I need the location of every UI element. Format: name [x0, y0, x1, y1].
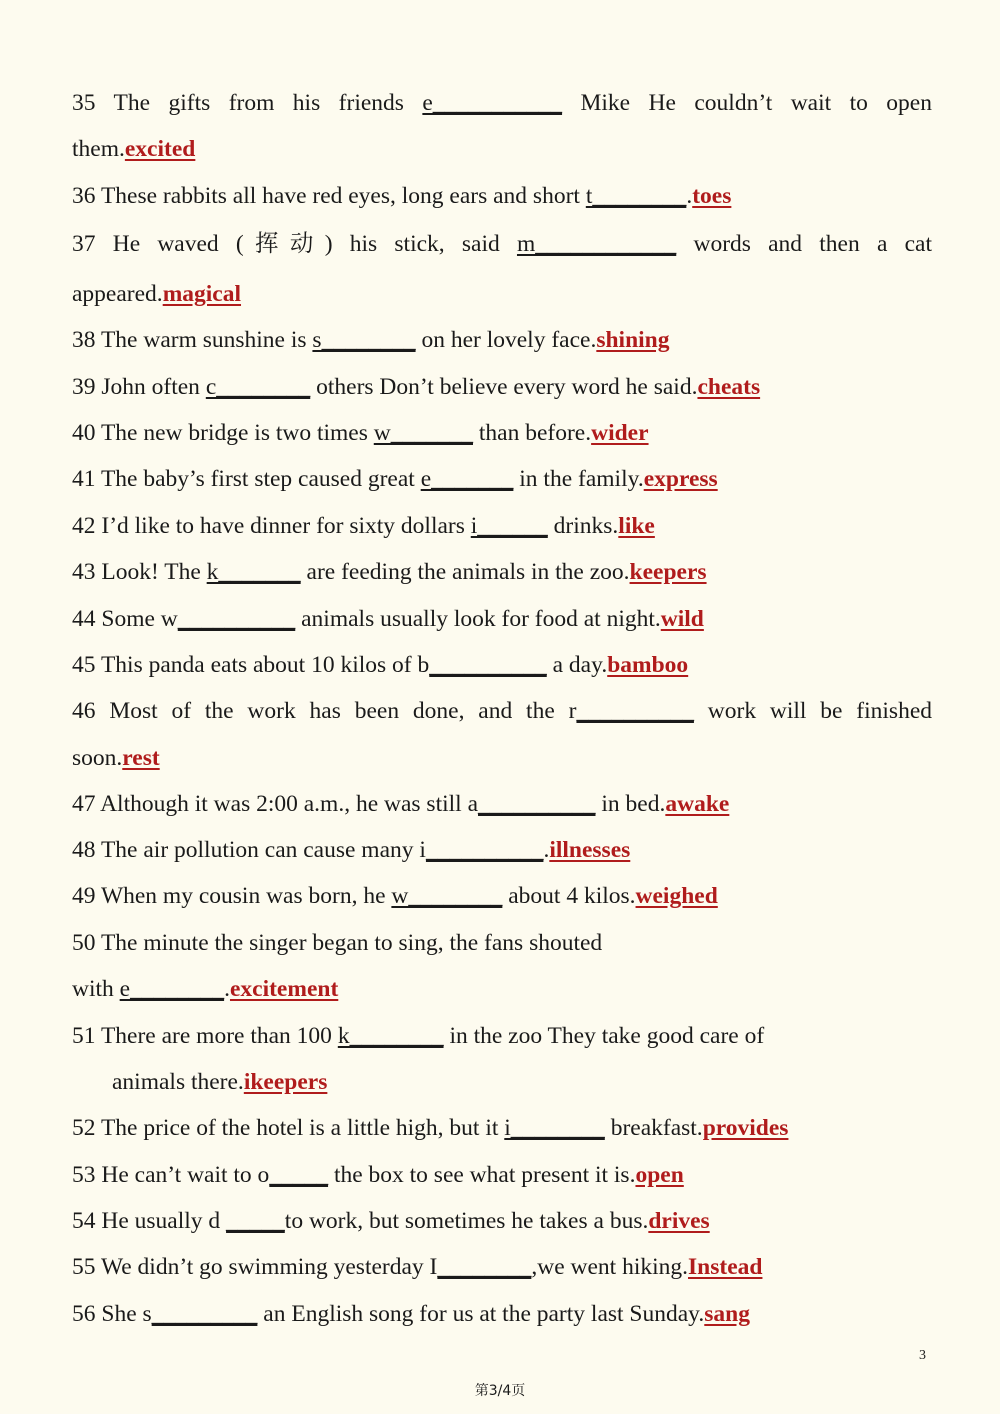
- answer-blank: e________: [119, 976, 225, 1002]
- answer-key: shining: [596, 327, 670, 353]
- question-text: appeared.: [72, 281, 163, 307]
- question-text-after-blank: about 4 kilos.: [502, 883, 636, 909]
- exercise-line: [72, 650, 932, 680]
- page-number: 3: [919, 1348, 926, 1363]
- exercise-line: [72, 372, 932, 402]
- answer-blank: _____: [269, 1162, 329, 1188]
- exercise-line: [72, 1206, 932, 1236]
- answer-key: illnesses: [549, 837, 631, 863]
- exercise-line: [72, 696, 932, 726]
- question-text: 47 Although it was 2:00 a.m., he was still a: [72, 791, 478, 817]
- answer-key: rest: [122, 745, 160, 771]
- answer-key: bamboo: [607, 652, 689, 678]
- exercise-line: [72, 557, 932, 587]
- question-text: 54 He usually d: [72, 1208, 227, 1234]
- exercise-line: [72, 789, 932, 819]
- question-text: 43 Look! The: [72, 559, 207, 585]
- question-text-after-blank: in the zoo They take good care of: [443, 1023, 765, 1049]
- question-text-after-blank: work will be finished: [693, 698, 933, 724]
- exercise-line: [72, 604, 932, 634]
- question-text: 38 The warm sunshine is: [72, 327, 313, 353]
- answer-key: like: [618, 513, 655, 539]
- page-footer: 第3/4页: [474, 1383, 526, 1399]
- answer-blank: ________: [437, 1254, 532, 1280]
- answer-blank: c________: [205, 374, 311, 400]
- exercise-line: [72, 743, 932, 773]
- exercise-line: [72, 181, 932, 211]
- answer-blank: __________: [576, 698, 694, 724]
- question-text-after-blank: .: [686, 183, 693, 209]
- answer-key: magical: [162, 281, 242, 307]
- question-text-after-blank: than before.: [473, 420, 592, 446]
- answer-blank: e___________: [422, 90, 563, 116]
- answer-blank: __________: [425, 837, 544, 863]
- question-text-after-blank: animals usually look for food at night.: [295, 606, 661, 632]
- question-text: 36 These rabbits all have red eyes, long ears and short: [72, 183, 586, 209]
- question-text-after-blank: to work, but sometimes he takes a bus.: [284, 1208, 649, 1234]
- exercise-line: [72, 974, 932, 1004]
- question-text-after-blank: .: [224, 976, 230, 1002]
- answer-blank: t________: [585, 183, 687, 209]
- answer-key: excited: [124, 136, 196, 162]
- question-text-after-blank: the box to see what present it is.: [328, 1162, 636, 1188]
- answer-blank: __________: [429, 652, 547, 678]
- question-text-after-blank: words and then a cat: [676, 231, 932, 257]
- exercise-line: [112, 1067, 972, 1097]
- question-text: 52 The price of the hotel is a little high, but it: [72, 1115, 505, 1141]
- question-text-after-blank: breakfast.: [604, 1115, 703, 1141]
- exercise-line: [72, 1299, 932, 1329]
- question-text: with: [72, 976, 120, 1002]
- question-text: 42 I’d like to have dinner for sixty dollars: [72, 513, 471, 539]
- question-text: soon.: [72, 745, 123, 771]
- question-text-after-blank: others Don’t believe every word he said.: [310, 374, 698, 400]
- answer-blank: m____________: [516, 231, 677, 257]
- question-text: 40 The new bridge is two times: [72, 420, 374, 446]
- question-text-after-blank: drinks.: [547, 513, 619, 539]
- answer-blank: k________: [337, 1023, 444, 1049]
- answer-blank: i________: [504, 1115, 605, 1141]
- exercise-line: [72, 134, 932, 164]
- answer-key: wild: [660, 606, 704, 632]
- exercise-line: [72, 835, 932, 865]
- question-text: 51 There are more than 100: [72, 1023, 338, 1049]
- question-text: 49 When my cousin was born, he: [72, 883, 392, 909]
- exercise-line: [72, 325, 932, 355]
- exercise-line: [72, 1113, 932, 1143]
- question-text: animals there.: [112, 1069, 244, 1095]
- answer-key: Instead: [688, 1254, 763, 1280]
- exercise-line: [72, 881, 932, 911]
- answer-key: ikeepers: [243, 1069, 328, 1095]
- answer-key: wider: [591, 420, 649, 446]
- question-text-after-blank: Mike He couldn’t wait to open: [562, 90, 932, 116]
- question-text: 35 The gifts from his friends: [72, 90, 423, 116]
- question-text-after-blank: in the family.: [513, 466, 644, 492]
- exercise-line: [72, 1021, 932, 1051]
- answer-blank: _________: [151, 1301, 258, 1327]
- answer-blank: s________: [312, 327, 416, 353]
- answer-blank: __________: [478, 791, 596, 817]
- question-text: 48 The air pollution can cause many i: [72, 837, 426, 863]
- answer-blank: __________: [177, 606, 296, 632]
- question-text: 55 We didn’t go swimming yesterday I: [72, 1254, 438, 1280]
- answer-blank: e_______: [420, 466, 514, 492]
- answer-blank: w_______: [373, 420, 473, 446]
- exercise-line: [72, 279, 932, 309]
- exercise-line: [72, 229, 932, 259]
- question-text: 45 This panda eats about 10 kilos of b: [72, 652, 430, 678]
- question-text: 53 He can’t wait to o: [72, 1162, 270, 1188]
- question-text: 37 He waved (挥动) his stick, said: [72, 231, 517, 257]
- answer-blank: k_______: [206, 559, 301, 585]
- question-text-after-blank: ,we went hiking.: [531, 1254, 689, 1280]
- exercise-line: [72, 464, 932, 494]
- answer-key: provides: [702, 1115, 789, 1141]
- exercise-line: [72, 928, 932, 958]
- answer-blank: i______: [470, 513, 548, 539]
- answer-key: express: [643, 466, 718, 492]
- answer-key: drives: [648, 1208, 710, 1234]
- answer-key: sang: [704, 1301, 750, 1327]
- answer-key: keepers: [629, 559, 707, 585]
- exercise-line: [72, 511, 932, 541]
- question-text: 41 The baby’s first step caused great: [72, 466, 421, 492]
- question-text-after-blank: on her lovely face.: [415, 327, 597, 353]
- exercise-line: [72, 418, 932, 448]
- question-text-after-blank: .: [543, 837, 550, 863]
- exercise-line: [72, 88, 932, 118]
- question-text-after-blank: are feeding the animals in the zoo.: [300, 559, 630, 585]
- question-text: 39 John often: [72, 374, 206, 400]
- answer-key: toes: [692, 183, 732, 209]
- answer-key: open: [635, 1162, 684, 1188]
- question-text: 56 She s: [72, 1301, 152, 1327]
- answer-key: weighed: [635, 883, 718, 909]
- question-text-after-blank: a day.: [546, 652, 608, 678]
- answer-key: awake: [665, 791, 730, 817]
- question-text: 46 Most of the work has been done, and the r: [72, 698, 577, 724]
- answer-key: excitement: [229, 976, 339, 1002]
- answer-key: cheats: [697, 374, 761, 400]
- exercise-line: [72, 1252, 932, 1282]
- question-text: them.: [72, 136, 125, 162]
- exercise-line: [72, 1160, 932, 1190]
- question-text-after-blank: in bed.: [595, 791, 666, 817]
- question-text: 44 Some w: [72, 606, 178, 632]
- answer-blank: w________: [391, 883, 503, 909]
- question-text-after-blank: an English song for us at the party last Sunday.: [257, 1301, 705, 1327]
- question-text: 50 The minute the singer began to sing, the fans shouted: [72, 930, 603, 956]
- answer-blank: _____: [226, 1208, 285, 1234]
